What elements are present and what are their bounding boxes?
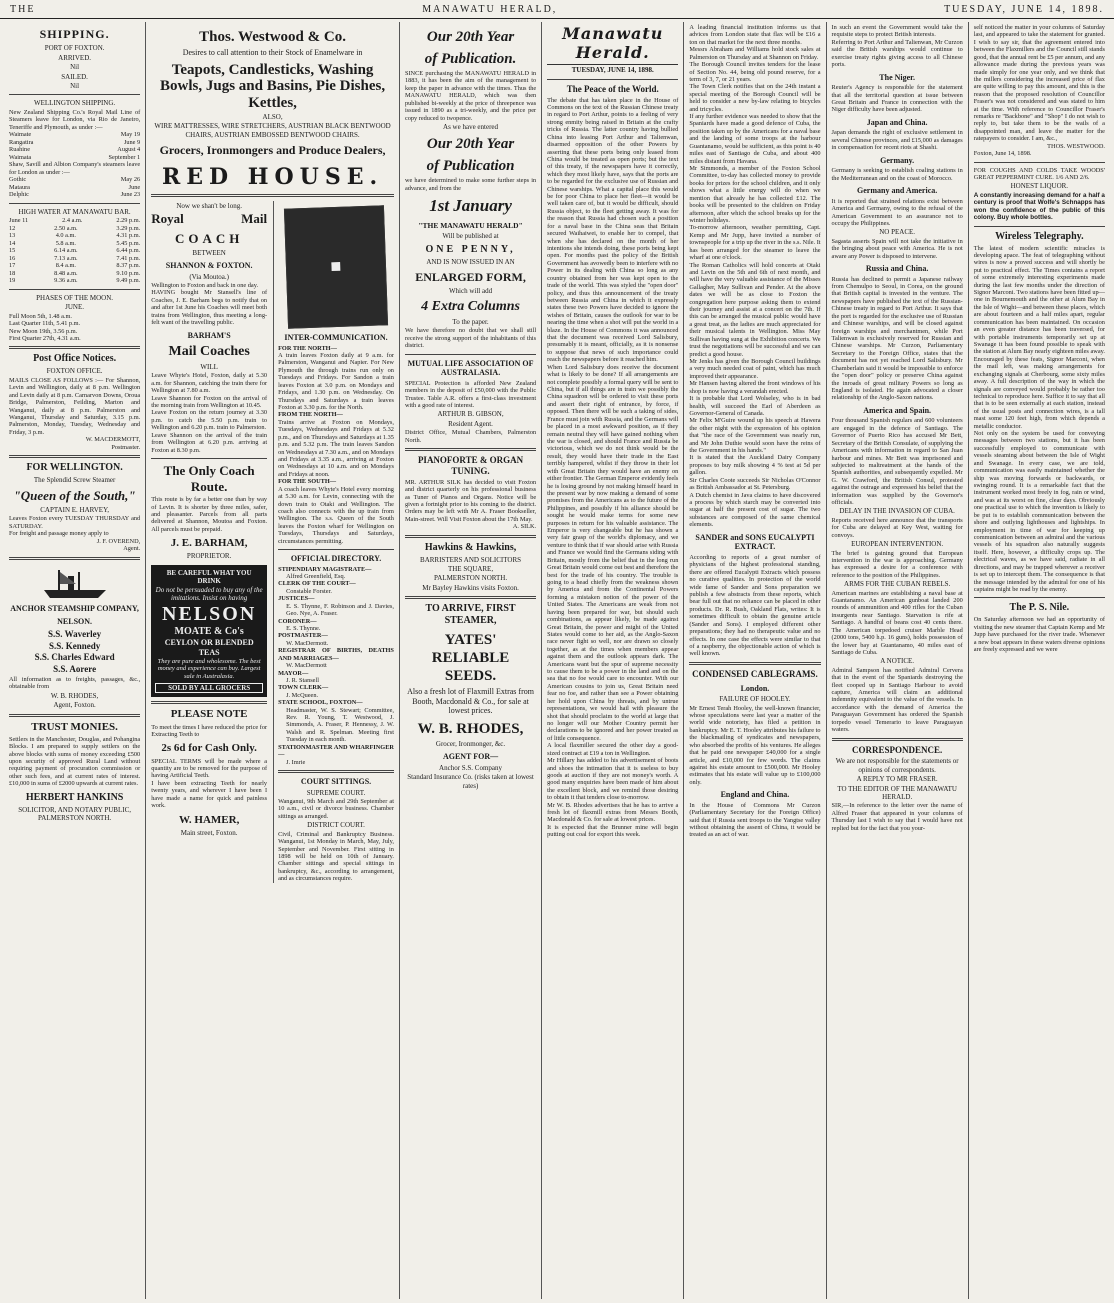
bayley: Mr Bayley Hawkins visits Foxton. <box>422 583 519 592</box>
reply-heading: A REPLY TO MR FRASER. <box>856 775 938 784</box>
directory-office: STATIONMASTER AND WHARFINGER— <box>278 743 394 759</box>
russia-text: Russia has declined to permit a Japanese railway from Chemulpo to Seoul, in Corea, on the ground that British capital is invested in the venture. The newspapers have published the text of the Russian-Chinese treaty in regard to Port Arthur. It says that the port is regarded for the exclusive use of Russian and Chinese warships, and will be closed against foreign warships and merchantmen, while Port Talienwan is exclusively reserved for Russian and Chinese warships. Mr Curzon, Parliamentary Secretary to the Foreign Office, states that the document has not yet reached Lord Salisbury. Mr Chamberlain said it would be impossible to enforce the "open door" policy or preserve China against the inroads of great military Powers so long as England is isolated. He again advocated a closer relationship of the Anglo-Saxon nations. <box>831 275 963 402</box>
news-para-4: The Town Clerk notifies that on the 24th instant a special meeting of the Borough Council will be held to consider a new by-law relating to bicycles and tricycles. <box>689 83 821 113</box>
directory-holder: J. Imrie <box>286 758 306 766</box>
mutual-heading: MUTUAL LIFE ASSOCIATION OF AUSTRALASIA. <box>407 358 534 378</box>
moon-list <box>9 313 140 343</box>
moon-heading: PHASES OF THE MOON. <box>36 293 114 302</box>
arms-heading: ARMS FOR THE CUBAN REBELS. <box>844 580 951 589</box>
leave1: Leave Whyte's Hotel, Foxton, daily at 5.30 a.m. for Shannon, catching the train there for Wellington at 7.80 a.m. <box>151 372 268 395</box>
agent1-name: J. F. OVEREND, <box>96 537 141 545</box>
published-text: Will be published at <box>442 231 499 240</box>
sailed-nil: Nil <box>70 81 80 90</box>
freight-text: For freight and passage money apply to <box>9 530 109 538</box>
royal-word: Royal <box>151 211 184 227</box>
directory-office: CLERK OF THE COURT— <box>278 580 356 588</box>
via-text: (Via Moutoa.) <box>189 272 229 281</box>
cash-price: 2s 6d for Cash Only. <box>161 742 257 755</box>
nelson-persuade: Do not be persuaded to buy any of the imitations. Insist on having <box>155 585 263 602</box>
paper-nameplate: Manawatu Herald. <box>547 24 678 65</box>
only-text: This route is by far a better one than by way of Levin. It is shorter by three miles, safer, and pleasanter. Parcels from all parts delivered at Shannon, Moutoa and Foxton. All parcels must be prepaid. <box>151 496 268 533</box>
cable-para-2: Referring to Port Arthur and Talienwan, Mr Curzon said the British warships would continue to exercise treaty rights giving access to all Chinese ports. <box>831 38 963 69</box>
coach-illustration: ■ <box>284 205 388 328</box>
splendid-text: The Splendid Screw Steamer <box>33 476 116 485</box>
directory-holder: W. MacDermott. <box>286 639 329 647</box>
anchor-heading: ANCHOR STEAMSHIP COMPANY, <box>10 603 139 613</box>
news-para-1: A leading financial institution informs us that advices from London state that flax will be £16 a ton on that market for the next three months. <box>689 24 821 46</box>
our20-2: Our 20th Year <box>426 136 515 153</box>
shipping-heading: SHIPPING. <box>39 27 110 41</box>
directory-office: REGISTRAR OF BIRTHS, DEATHS AND MARRIAGES— <box>278 647 394 662</box>
moon-row: Last Quarter 11th, 5.41 p.m. <box>9 320 81 328</box>
mails-text: MAILS CLOSE AS FOLLOWS :— For Shannon, Levin and Wellington, daily at 8 p.m. Wellington and Levin daily at 8 p.m. Carnarvon Downs, Oroua Bridge, Palmerston, Feilding, Marton and Wanganui, daily at 8 p.m. Palmerston and Wanganui, Thursday and Saturday, 3.15 p.m. Palmerston, Monday, Tuesday, Wednesday and Friday, 3 p.m. <box>9 376 141 436</box>
westwood-heading: Thos. Westwood & Co. <box>199 29 346 45</box>
barham-name: J. E. BARHAM, <box>170 537 248 550</box>
reply-text: SIR,—In reference to the letter over the name of Alfred Fraser that appeared in your columns of Thursday last I wish to say that I would have not replied but for the fact that you your- <box>831 802 963 832</box>
column-local-news <box>684 22 826 1299</box>
hooley-text: Mr Ernest Terah Hooley, the well-known financier, whose speculations were last year a matter of the world wide notoriety, has filed a petition in bankruptcy. Mr E. T. Hooley attributes his failure to the blackmailing of syndicates and newspapers, who absorbed the profits of his ventures. He alleges that he paid one newspaper £40,000 for a single article, and £10,000 for few words. The claims against his estate amount to £500,000. Mr Hooley estimates that his estate will value up to £100,000 only. <box>689 704 821 786</box>
trust-heading: TRUST MONIES. <box>31 720 118 733</box>
enlarged-form: ENLARGED FORM, <box>415 270 526 285</box>
condensed-heading: CONDENSED CABLEGRAMS. <box>692 668 818 679</box>
agent2-name: W. B. RHODES, <box>50 691 99 700</box>
news-para-15: A Dutch chemist in Java claims to have discovered a process by which starch may be converted into sugar at half the present cost of sugar. The two substances are composed of the same chemical elements. <box>689 491 821 529</box>
will-label: WILL <box>200 362 218 371</box>
doubt-text: We have therefore no doubt that we shall still receive the strong support of the inhabitants of this district. <box>404 327 537 350</box>
anchor-co: NELSON. <box>57 617 93 627</box>
tide-row: 19 9.36 a.m. 9.49 p.m. <box>9 277 141 285</box>
sailing-row: Delphic June 23 <box>9 191 141 199</box>
directory-holder: E. S. Thynne, F. Robinson and J. Davies, Geo. Nye, A. Fraser. <box>286 602 394 618</box>
south-text: A coach leaves Whyte's Hotel every morning at 5.30 a.m. for Levin, connecting with the down train to Otaki and Wellington. The coach also connects with the up train from Wellington. The s.s. Queen of the South leaves the Foxton wharf for Wellington on Tuesdays, Thursdays and Saturdays, circumstances permitting. <box>278 485 394 545</box>
high-water-heading: HIGH WATER AT MANAWATU BAR. <box>18 207 131 216</box>
entered-text: As we have entered <box>443 122 499 131</box>
hamer-addr: Main street, Foxton. <box>180 828 238 837</box>
corr-note: We are not responsible for the statements or opinions of correspondents. <box>835 757 959 774</box>
steamship-icon <box>9 564 140 600</box>
also-fresh: Also a fresh lot of Flaxmill Extras from Booth, Macdonald & Co., for sale at lowest prices. <box>407 687 534 716</box>
nelson-sold: SOLD BY ALL GROCERS <box>155 683 263 693</box>
official-heading: OFFICIAL DIRECTORY. <box>290 554 382 564</box>
leaves-text: Leaves Foxton every TUESDAY THURSDAY and SATURDAY. <box>9 515 141 530</box>
trust-text: Settlers in the Manchester, Douglas, and Pohangina Blocks. I am prepared to supply settlers on the above blocks with sums of money exceeding £500 upon security of approved Rural Land without requiring payment of procuration commission or other such fees, and at current rates of interest. £10,000 in sums of £2000 upwards at current rates. <box>9 735 141 788</box>
hamer-name: W. HAMER, <box>178 813 240 826</box>
official-directory <box>278 566 394 766</box>
nelson-pure: They are pure and wholesome. The best money and experience can buy. Largest sale in Australasia. <box>157 657 261 681</box>
spain-text: Four thousand Spanish regulars and 600 volunteers are engaged in the defence of Santiago. The Governor of Puerto Rico has accused Mr Bett, Secretary of the British Consulate, of supplying the Americans with information in regard to San Juan harbour and mines. Mr Bett was imprisoned and subjected to maltreatment at the hands of the Spanish authorities, and subsequently expelled. Mr G. W. Crawford, the British Consul, protested against the outrage and expressed his belief that the information was supplied by the Governor's officials. <box>831 417 963 507</box>
sailing-row: Mataura June <box>9 183 141 191</box>
ship-name: S.S. Kennedy <box>48 640 101 651</box>
london-heading: London. <box>740 683 770 693</box>
brunner-text: It is expected that the Brunner mine will begin putting out coal for export this week. <box>547 823 679 839</box>
herald-name: "THE MANAWATU HERALD" <box>418 220 523 230</box>
north-text: A train leaves Foxton daily at 9 a.m. for Palmerston, Wanganui and Napier. For New Plymouth the through trains run only on Tuesdays and Fridays. For Sandon a train leaves Foxton at 3.0 p.m. on Mondays and Fridays, and 1.30 p.m. on Wednesday. On Thursdays and Saturdays a train leaves Foxton at 3.30 p.m. for the North. <box>278 352 394 412</box>
westwood-intro: Desires to call attention to their Stock of Enamelware in <box>182 48 363 57</box>
masthead <box>0 0 1114 19</box>
extract-text: I have been extracting Teeth for nearly twenty years, and wherever I have been I have made a name for quick and painless work. <box>151 779 268 810</box>
directory-holder: J. McQueen. <box>286 691 319 699</box>
nelson-tea-ad <box>151 565 267 698</box>
moon-row: Full Moon 5th, 1.48 a.m. <box>9 312 72 320</box>
note-text: To meet the times I have reduced the price for Extracting Teeth to <box>151 723 268 738</box>
tide-row: 13 4.0 a.m. 4.31 p.m. <box>9 232 141 240</box>
rhodes-adv-text: Mr W. B. Rhodes advertises that he has to arrive a fresh lot of flaxmill extras from Messrs Booth, Macdonald & Co. for sale at lowest prices. <box>547 801 679 824</box>
notice-text: Admiral Sampson has notified Admiral Cervera that in the event of the Spaniards destroying the fleet cooped up in Santiago Harbour to avoid capture, America will claim an additional indemnity equivalent to the value of the vessels. In accordance with the demand of America the Paraguayan Government has ordered the Spanish torpedo vessel Temerario to leave Paraguayan waters. <box>831 666 963 734</box>
postmaster-name: W. MACDERMOTT, <box>85 436 141 444</box>
arms-text: American marines are establishing a naval base at Guantanamo. An American gunboat landed 200 rounds of ammunition and 400 rifles for the Cuban insurgents near Santiago. Starvation is rife at Santiago. A handful of beans cost 40 cents there. The American torpedoed cruiser Marble Head (2000 tons, 5400 h.p. 16 guns), holds possession of the lower bay at Guantanamo, 40 miles east of Santiago de Cuba. <box>831 589 963 656</box>
mail-coaches: Mail Coaches <box>168 344 250 360</box>
correspondence-heading: CORRESPONDENCE. <box>852 744 943 755</box>
directory-office: JUSTICES— <box>278 595 315 603</box>
delay-heading: DELAY IN THE INVASION OF CUBA. <box>839 507 955 516</box>
schnapps-ad: A constantly increasing demand for a half a century is proof that Wolfe's Schnapps has won the confidence of the public of this colony. Buy whole bottles. <box>973 191 1105 222</box>
district-court: DISTRICT COURT. <box>307 821 365 830</box>
square: THE SQUARE, <box>447 565 494 574</box>
from-north-text: Trains arrive at Foxton on Mondays, Tuesdays, Wednesdays and Fridays at 5.32 p.m., and on Thursdays and Saturdays at 1.35 p.m. and 5.32 p.m. The train leaves Sandon on Wednesdays at 7.30 a.m., and on Mondays and Fridays at 3.35 a.m., arriving at Foxton on Wednesdays at 10 a.m. and on Mondays and Fridays at noon. <box>278 418 394 478</box>
sailing-row: Waimate May 19 <box>9 131 141 138</box>
hooley-heading: FAILURE OF HOOLEY. <box>719 695 791 704</box>
peace-text-2: When Lord Salisbury does receive the document what is likely to be done? If all arrangements are not complete possibly a formal query will be sent to China, but if all things are in train we possibly the China squadron will be ordered to visit these ports and assert their right of entrance, by force, if opposed. Then there will be such a taking of sides, France must join with Russia, and the Germans will be placed in a most awkward position, as if they remain neutral they will have gained nothing when the war is closed, and should France and Russia be victorious, which we do not think would be the result, they would have their trade in the East terribly hampered, whilst if they throw in their lot with Great Britain they would have an enemy on either frontier. The German Emperor evidently feels he is losing ground by not making himself heard in the present war by now making a demand of some promises from the Americans as to the future of the Philippines, and possibly if his alliance should be sought he would make terms for some new purposes in return for his valuable assistance. The Emperor is very changeable but he has shown a very fair grasp of the world's diplomacy, and we venture to think that if war should arise with Russia and France we would find the Germans siding with Britain, mostly from the belief that in the long run Great Britain would come out best and therefore the best for the trade of his country. The trouble is going to a head chiefly from the weakness shown by America and from the Continental Powers forming a mistaken notion of the power of the United States. The Americans are weak from not having been prepared for war, but should such combinations, as appear likely, be made against Great Britain, the power and might of the United States would come to her aid, as the Anglo-Saxon race never fight so well, nor are drawn so closely together, as at the times when members appear against them and the outlook appears dark. The Americans want but the spur of supreme necessity to cause them to be a power in the land and on the sea that no foe would care to encounter. With our American cousins to join us, Great Britain need fear no foe, and rather than see a Power obtaining her hold upon China by threats, and by untrue representations, we would hail with pleasure the shot that should proclaim to the world at large that no longer will our Mother Country permit her declarations to be ignored and her power treated as of little consequence. <box>547 363 679 742</box>
paper-date: TUESDAY, JUNE 14, 1898. <box>571 66 654 75</box>
hankins-name: HERBERT HANKINS <box>25 791 124 803</box>
hawkins-name: Hawkins & Hawkins, <box>424 541 517 553</box>
peace-heading: The Peace of the World. <box>566 83 659 94</box>
arrive-heading: TO ARRIVE, FIRST STEAMER, <box>425 603 516 627</box>
hankins-role: SOLICITOR, AND NOTARY PUBLIC, PALMERSTON NORTH. <box>18 805 131 823</box>
to-editor: TO THE EDITOR OF THE MANAWATU HERALD. <box>837 784 957 801</box>
supreme-text: Wanganui, 9th March and 29th September at 10 a.m., civil or divorce business. Chamber sittings as arranged. <box>278 798 394 820</box>
no-peace: NO PEACE. <box>879 228 916 237</box>
niger-text: Reuter's Agency is responsible for the statement that all the territorial question at issue between Great Britain and France in connection with the Niger difficulty have been adjusted. <box>831 84 963 114</box>
sailed-label: SAILED. <box>61 72 88 81</box>
news-para-7: To-morrow afternoon, weather permitting, Capt. Kemp and Mr Jupp, have invited a number of townspeople for a trip up the river in the s.s. Nile. It has been arranged for the steamer to leave the wharf at one o'clock. <box>689 224 821 262</box>
news-para-9: Mr Jenks has given the Borough Council buildings a very much needed coat of paint, which has much improved their appearance. <box>689 357 821 380</box>
news-para-14: Sir Charles Coote succeeds Sir Nicholas O'Connor as British Ambassador at St. Petersburg. <box>689 476 821 492</box>
wireless-text: The latest of modern scientific miracles is developing apace. The feat of telegraphing without wires is now a proved success and will shortly be put to practical effect. The Times contains a report of some extremely interesting experiments made during the last few months under the direction of Signor Marconi. Two stations have been fitted up—one in Bournemouth and the other at Alum Bay in the Isle of Wight—and between these places, which are about fourteen and a half miles apart, regular communication has been maintained. On occasion an even greater distance has been traversed, for with portable instruments temporarily set up at Swanage it has been found possible to speak with the station at Alum Bay nearly eighteen miles away. Encouraged by these feats, Signor Marconi, when the mail left, was making arrangements for exchanging signals at Cherbourg, some sixty miles away. A full description of the way in which the signals are conveyed would probably be rather too technical to reproduce here. Suffice it to say that all that is to be seen externally at each station, instead of the usual posts and connection wires, is a tall mast some 120 feet high, from which depends a metallic conductor. <box>973 244 1105 430</box>
mutual-text: SPECIAL Protection is afforded New Zealand members in the deposit of £50,000 with the Public Trustee. Table A.R. offers a first-class investment with a good rate of interest. <box>404 379 537 410</box>
supreme-court: SUPREME COURT. <box>306 788 366 797</box>
proprietor: PROPRIETOR. <box>186 552 232 561</box>
route-name: SHANNON & FOXTON. <box>165 261 253 271</box>
special-text: SPECIAL TERMS will be made where a quantity are to be removed for the purpose of having Artificial Teeth. <box>151 757 268 780</box>
notice-heading: A NOTICE. <box>880 657 915 666</box>
barhams-label: BARHAM'S <box>187 330 231 340</box>
leave2: Leave Shannon for Foxton on the arrival of the morning train from Wellington at 10.45. <box>151 394 268 409</box>
agent2-role: Agent, Foxton. <box>53 701 96 710</box>
directory-office: STIPENDIARY MAGISTRATE— <box>278 565 372 573</box>
masthead-left: THE <box>10 3 36 15</box>
column-shipping <box>4 22 146 1299</box>
please-note: PLEASE NOTE <box>170 708 248 721</box>
wellington-shipping: WELLINGTON SHIPPING. <box>34 99 116 108</box>
post-office-heading: Post Office Notices. <box>33 353 117 365</box>
gibson-name: ARTHUR B. GIBSON, <box>437 410 504 419</box>
nelson-brand: NELSON <box>162 603 257 626</box>
news-para-8: The Roman Catholics will hold concerts at Otaki and Levin on the 5th and 6th of next month, and will have the very valuable assistance of the Misses Gallagher, May Sullivan and Pender. At the above dates we will be as close to Foxton the congregation here purpose asking them to extend their journey and assist at a concert on the 7th. If this can be arranged the musical public would have a great treat, as the ladies are much appreciated for their musical talents in Wellington. Miss May Sullivan having sung at the Exhibition concerts. We trust the negotiations will be successful and we can predict a good house. <box>689 261 821 358</box>
teapots-heading: Teapots, Candlesticks, Washing Bowls, Jugs and Basins, Pie Dishes, Kettles, <box>160 61 386 111</box>
tide-row: 18 8.48 a.m. 9.10 p.m. <box>9 269 141 277</box>
column-editorial <box>542 22 684 1299</box>
column-publication <box>400 22 542 1299</box>
nile-text: On Saturday afternoon we had an opportunity of visiting the new steamer that Captain Kemp and Mr Jupp have purchased for the river trade. Whenever a new boat appears in these waters diverse opinions are freely expressed and we were <box>973 616 1105 654</box>
euro-heading: EUROPEAN INTERVENTION. <box>851 540 944 549</box>
ship-name: S.S. Aorere <box>53 664 97 675</box>
news-para-13: It is stated that the Auckland Dairy Company proposes to buy milk showing 4 % test at 5d per gallon. <box>689 454 821 477</box>
masthead-title: MANAWATU HERALD, <box>422 3 558 15</box>
to-paper: To the paper. <box>452 317 489 326</box>
directory-office: CORONER— <box>278 617 317 625</box>
england-china-heading: England and China. <box>720 790 790 800</box>
news-para-11: It is probable that Lord Wolseley, who is in bad health, will succeed the Earl of Aberdeen as Governor-General of Canada. <box>689 395 821 417</box>
peace-text: The debate that has taken place in the House of Commons on the text of the Russian Chinese treaty in regard to Port Arthur, points to a feeling of very strong enmity being raised in Britain at the crafty tricks of Russia. The latter country having bullied China into leasing Port Arthur and Talienwan, disarmed opposition of the other Powers by asserting that these ports being only leased from China would be treated as open ports; but the text of this treaty, if the newspapers have it correctly, which they most likely have, says that the ports are to be regarded for the exclusive use of Russian and Chinese warships. What a capital place this would be for poor China to place her fleet—it would be well taken care of, but it would be difficult, should Russia object, to the fleet getting away. It was for the reason that Russia had chosen such a position for a naval base in the China seas that Britain secured Waihaiwei, to enable her to compel, that when she has declared on the month of her intentions she intends doing, these ports being kept open. For months past the policy of the British Government has avowedly been to interfere with no Power in its dealing with China so long as any country obtained from her was kept open to the trade of the world. This was styled the "open door" policy, and thus this announcement of the treaty between Russia and China in which it expressly states these two Powers have decided to ignore the wishes of Britain, causes the outlook for war to be nearing the time when a shot will put the world in a blaze. In the House of Commons it was announced that the document was received Lord Salisbury, presumably it is meant, officially, as it is nonsense to suppose that news of such importance could reach the newspapers before it reached him. <box>547 96 679 364</box>
port-heading: PORT OF FOXTON. <box>44 44 105 53</box>
arrived-nil: Nil <box>70 63 80 72</box>
directory-office: TOWN CLERK— <box>278 684 329 692</box>
sagasta-text: Sagasta asserts Spain will not take the initiative in the bringing about peace with America. He is not aware any Power is disposed to intervene. <box>831 237 963 260</box>
agent-for: AGENT FOR— <box>442 752 499 762</box>
directory-holder: Alfred Greenfield, Esq. <box>286 573 346 581</box>
masthead-date: TUESDAY, JUNE 14, 1898. <box>944 3 1104 15</box>
gam-heading: Germany and America. <box>857 186 938 196</box>
from-north: FROM THE NORTH— <box>278 411 343 419</box>
tide-row: June 11 2.4 a.m. 2.29 p.m. <box>9 217 141 225</box>
piano-text: MR. ARTHUR SILK has decided to visit Foxton and district quarterly on his professional business as Tuner of Pianos and Organs. Notice will be given a fortnight prior to his coming to the district. Orders may be left with Mr A. Fraser Bookseller, Main-street. Will Visit Foxton about the 17th May. <box>404 478 537 523</box>
our20-1: Our 20th Year <box>426 29 515 45</box>
tide-row: 14 5.8 a.m. 5.45 p.m. <box>9 239 141 247</box>
ship-name: S.S. Charles Edward <box>34 652 115 663</box>
between-word: BETWEEN <box>192 248 226 257</box>
mail-word: Mail <box>241 211 268 227</box>
germany-text: Germany is seeking to establish coaling stations in the Mediterranean and on the coast of Morocco. <box>831 167 963 182</box>
agent1-role: Agent. <box>123 545 141 553</box>
germany-heading: Germany. <box>880 155 915 165</box>
niger-heading: The Niger. <box>879 72 915 82</box>
tide-row: 16 7.13 a.m. 7.41 p.m. <box>9 254 141 262</box>
coughs-ad: FOR COUGHS AND COLDS TAKE WOODS' GREAT PEPPERMINT CURE. 1/6 AND 2/6. <box>973 166 1105 182</box>
japan-heading: Japan and China. <box>866 117 928 127</box>
queen-of-south: "Queen of the South," <box>13 488 136 504</box>
sailings-list-nz <box>9 131 140 161</box>
inter-heading: INTER-COMMUNICATION. <box>284 333 388 343</box>
news-para-6: Mr Simmonds, a member of the Foxton School Committee, to-day has collected money to provide books for prizes for the school children, and it only shows what a little energy will do when we mention that already he has collected £12. The books will be presented to the children on Friday afternoon, after which the school breaks up for the winter holidays. <box>689 165 821 224</box>
directory-office: POSTMASTER— <box>278 632 328 640</box>
silk-sig: A. SILK. <box>512 523 537 531</box>
tide-table <box>9 217 140 285</box>
only-coach: The Only Coach Route. <box>163 462 255 494</box>
one-penny: ONE PENNY, <box>425 243 516 255</box>
first-january: 1st January <box>429 196 512 216</box>
euro-text: The brief is gaining ground that European intervention in the war is approaching. Germany has expressed a desire for a conference with reference to the position of the Philippines. <box>831 549 963 579</box>
also-label: ALSO, <box>262 113 283 122</box>
wireless-heading: Wireless Telegraphy. <box>995 230 1084 242</box>
column-wireless <box>969 22 1110 1299</box>
palmerston: PALMERSTON NORTH. <box>433 574 508 583</box>
hillary-text: Mr Hillary has added to his advertisement of boots and shoes the intimation that it is useless to buy goods at auction if they are not money's worth. A good many enquiries have been made of him about the excellent block, and we remind those desiring to obtain it that tenders close to-morrow. <box>547 757 679 802</box>
directory-holder: Constable Forster. <box>286 587 332 595</box>
leave3: Leave Foxton on the return journey at 3.30 p.m. to catch the 5.50 p.m. train to Wellington and 6.20 p.m. train to Palmerston. <box>151 409 268 432</box>
nile-heading: The P. S. Nile. <box>1009 602 1070 614</box>
for-wellington-heading: FOR WELLINGTON. <box>26 462 123 474</box>
moon-row: New Moon 19th, 3.56 p.m. <box>9 327 78 335</box>
england-text: In the House of Commons Mr Curzon (Parliamentary Secretary for the Foreign Office) said that if Russia sent troops to the Yangtse valley without obtaining the assent of China, it would be treated as an act of war. <box>689 801 821 839</box>
captain: CAPTAIN E. HARVEY, <box>40 506 109 515</box>
sander-heading: SANDER and SONS EUCALYPTI EXTRACT. <box>695 532 815 552</box>
sailing-row: Waimata September 1 <box>9 153 141 161</box>
having-text: HAVING bought Mr Stansell's line of Coaches, J. E. Barham begs to notify that on and after 1st June his Coaches will meet both trains from Wellington, thus meeting a long-felt want of the travelling public. <box>151 289 268 327</box>
news-para-12: Mr Felix M'Guire wound up his speech at Hawera the other night with the expression of his opinion that "the race of the Government was nearly run, and Mr John Duthie would soon have the reins of the Government in his hands." <box>689 417 821 455</box>
wireless-text-2: Not only on the system be used for conveying messages between two stations, but it has been successfully employed to communicate with vessels steaming about between the Isle of Wight and Swanage. In every case, we are told, communication was easily maintained whether the ship was moving forwards or backwards, or swinging round. It is a remarkable fact that the instrument worked most freely in fog, rain or wind, and was at its worst on fine, clear days. Obviously one practical use to which the invention is likely to be put is to establish communication between the shore and outlying lighthouses and lightships. In employment in time of war for keeping up communication between an admiral and the various vessels of his squadron also naturally suggests itself. Here, however, a difficulty crops up. The electrical waves, as we have said, radiate in all directions, and may be trapped wherever a receiver is set up to intercept them. The consequence is that the message intended by the admiral for one of his captains might be read by the enemy. <box>973 430 1105 593</box>
tide-row: 17 8.4 a.m. 8.37 p.m. <box>9 262 141 270</box>
info-text: All information as to freights, passages, &c., obtainable from <box>9 675 141 691</box>
foxton-office: FOXTON OFFICE. <box>46 367 103 376</box>
court-heading: COURT SITTINGS. <box>300 777 372 787</box>
rhodes-role: Grocer, Ironmonger, &c. <box>435 739 506 748</box>
leave4: Leave Shannon on the arrival of the train from Wellington at 6.20 p.m. arriving at Foxton at 8.30 p.m. <box>151 431 268 454</box>
columns <box>4 22 1110 1299</box>
moon-month: JUNE. <box>65 303 85 312</box>
tide-row: 15 6.14 a.m. 6.44 p.m. <box>9 247 141 255</box>
rhodes-name: W. B. RHODES, <box>417 720 524 737</box>
foxton-date: Foxton, June 14, 1898. <box>973 150 1032 158</box>
spain-heading: America and Spain. <box>863 405 932 415</box>
district-office: District Office, Mutual Chambers, Palmerston North. <box>404 429 537 444</box>
ship-name: S.S. Waverley <box>48 628 102 639</box>
anchor-company: Anchor S.S. Company <box>439 763 503 772</box>
extra-columns: 4 Extra Columns <box>421 299 520 315</box>
column-advertisements <box>146 22 400 1299</box>
column-cables <box>827 22 969 1299</box>
news-para-5: If any further evidence was needed to show that the Spaniards have made a good defence of Cuba, the position taken up by the Americans for a naval base and the landing of some troops at the harbour Guantanamo, would be sufficient, as this point is 40 miles east of Santiago de Cuba, and about 400 miles distant from Havana. <box>689 113 821 165</box>
tide-row: 12 2.50 a.m. 3.29 p.m. <box>9 224 141 232</box>
red-house: RED HOUSE. <box>161 163 384 190</box>
honest-liquor: HONEST LIQUOR. <box>1010 182 1069 191</box>
postmaster-title: Postmaster. <box>111 443 141 451</box>
directory-office: STATE SCHOOL, FOXTON— <box>278 699 363 707</box>
ships-list <box>9 629 140 675</box>
nelson-warn: BE CAREFUL WHAT YOU DRINK <box>166 568 252 586</box>
directory-office: MAYOR— <box>278 669 309 677</box>
delay-text: Reports received here announce that the transports for Cuba are delayed at Key West, waiting for convoys. <box>831 516 963 539</box>
of-pub-2: of Publication <box>426 158 515 175</box>
for-north: FOR THE NORTH— <box>278 344 337 352</box>
shan-be-long: Now we shan't be long. <box>176 202 242 211</box>
nelson-moate: MOATE & Co's <box>174 626 244 638</box>
wire-text: WIRE MATTRESSES, WIRE STRETCHERS, AUSTRIAN BLACK BENTWOOD CHAIRS, AUSTRIAN EMBOSSED BENTWOOD CHAIRS. <box>154 122 391 139</box>
moon-row: First Quarter 27th, 4.31 a.m. <box>9 335 81 343</box>
standard-insurance: Standard Insurance Co. (risks taken at lowest rates) <box>407 773 534 790</box>
gibson-role: Resident Agent. <box>448 419 493 428</box>
directory-holder: W. MacDermott <box>286 662 327 670</box>
directory-holder: Headmaster, W. S. Stewart; Committee, Rev. R. Young, T. Westwood, J. Simmonds, A. Fraser, P. Hennessy, J. W. Walsh and R. Spelman. Meeting first Tuesday in each month. <box>286 706 394 744</box>
sailing-row: Ruahine August 4 <box>9 146 141 154</box>
sailing-row: Rangatira June 9 <box>9 138 141 146</box>
arrived-label: ARRIVED. <box>58 53 92 62</box>
sander-text: According to reports of a great number of physicians of the highest professional standing, there are offered Eucalypti Extracts which possess no curative qualities. In protection of the world wide fame of Sander and Sons preparation we publish a few abstracts from these reports, which bear full out that no reliance can be placed in other products. Dr. R. Bush, Oakland Flats, writes: It is sometimes difficult to obtain the genuine article (Sander and Sons). I employed different other preparations; they had no therapeutic value and no effects. In one case the effects were similar to that of a raspberry, the objectionable action of which is well known. <box>689 553 821 658</box>
westwood-sig: THOS. WESTWOOD. <box>1047 142 1105 150</box>
nz-shipping-text: New Zealand Shipping Co.'s Royal Mail Line of Steamers leave for London, via Rio de Janeiro, Teneriffe and Plymouth, as under :— <box>9 108 141 131</box>
russia-heading: Russia and China. <box>865 264 929 274</box>
gam-text: It is reported that strained relations exist between America and Germany, owing to the refusal of the American Government to an assurance not to occupy the Philippines. <box>831 197 963 227</box>
news-para-2: Messrs Abraham and Williams hold stock sales at Palmerston on Thursday and at Shannon on Friday. <box>689 46 821 61</box>
hawkins-role: BARRISTERS AND SOLICITORS <box>420 555 522 564</box>
news-para-3: The Borough Council invites tenders for the lease of Section No. 44, being old pound reserve, for a term of 3, 7, or 21 years. <box>689 61 821 83</box>
determined-text: we have determined to make some further steps in advance, and from the <box>404 177 537 192</box>
flaxmiller-text: A local flaxmiller secured the other day a good-sized contract at £19 a ton in Wellington. <box>547 742 679 757</box>
district-text: Civil, Criminal and Bankruptcy Business. Wanganui, 1st Monday in March, May, July, September and November. First sitting in 1898 will be held on 10th of January. Chamber sittings and special sittings in bankruptcy, &c., according to arrangement, and as circumstances require. <box>278 830 394 883</box>
directory-holder: J. R. Stansell <box>286 676 319 684</box>
nelson-teas: CEYLON OR BLENDED TEAS <box>164 638 254 657</box>
directory-holder: E. S. Thynne. <box>286 625 321 632</box>
which-text: Which will add <box>448 286 493 295</box>
sailings-list-shaw <box>9 176 140 199</box>
cable-para-1: In such an event the Government would take the requisite steps to protect British interests. <box>831 24 963 39</box>
letter-continued: self noticed the matter in your columns of Saturday last, and appeared to take the statement for granted. I wish to say sir, that the agreement entered into between the Flaxmillers and the Council still stands good, that the annual rent be £5 per annum, and any allowance made during the previous years was made simply for one year only, and we think that the millers considering the increased price of flax are quite willing to pay this amount, and this is the reason that the proposed resolution of Councillor Fraser's was not considered and was stated to him at the time. With reference to Councillor Fraser's remarks re "Backbone" and "Shop" I do not wish to reply to, but take them to be the wails of a disappointed man, and leave the matter for the ratepayers to consider. I am, &c., <box>973 24 1105 143</box>
route-text: Wellington to Foxton and back in one day. <box>151 282 259 289</box>
issued-text: AND IS NOW ISSUED IN AN <box>426 257 515 266</box>
grocers-heading: Grocers, Ironmongers and Produce Dealers, <box>159 143 386 158</box>
of-pub-1: of Publication. <box>424 51 517 67</box>
coach-word: COACH <box>174 231 244 247</box>
yates-seeds: YATES' RELIABLE SEEDS. <box>431 632 510 685</box>
shaw-text: Shaw, Savill and Albion Company's steamers leave for London as under :— <box>9 161 141 176</box>
piano-heading: PIANOFORTE & ORGAN TUNING. <box>417 455 524 476</box>
japan-text: Japan demands the right of exclusive settlement in several Chinese provinces, and £15,000 as damages in compensation for recent riots at Shashi. <box>831 129 963 152</box>
since-text: SINCE purchasing the MANAWATU HERALD in 1883, it has been the aim of the management to keep the paper in advance with the times. Thus the MANAWATU HERALD, which was then published bi-weekly at the price of threepence was issued in 1890 as a tri-weekly, and the price per copy reduced to twopence. <box>404 70 537 122</box>
for-south: FOR THE SOUTH— <box>278 478 337 486</box>
sailing-row: Gothic May 26 <box>9 176 141 184</box>
news-para-10: Mr Hansen having altered the front windows of his shop is now having a verandah erected. <box>689 380 821 395</box>
